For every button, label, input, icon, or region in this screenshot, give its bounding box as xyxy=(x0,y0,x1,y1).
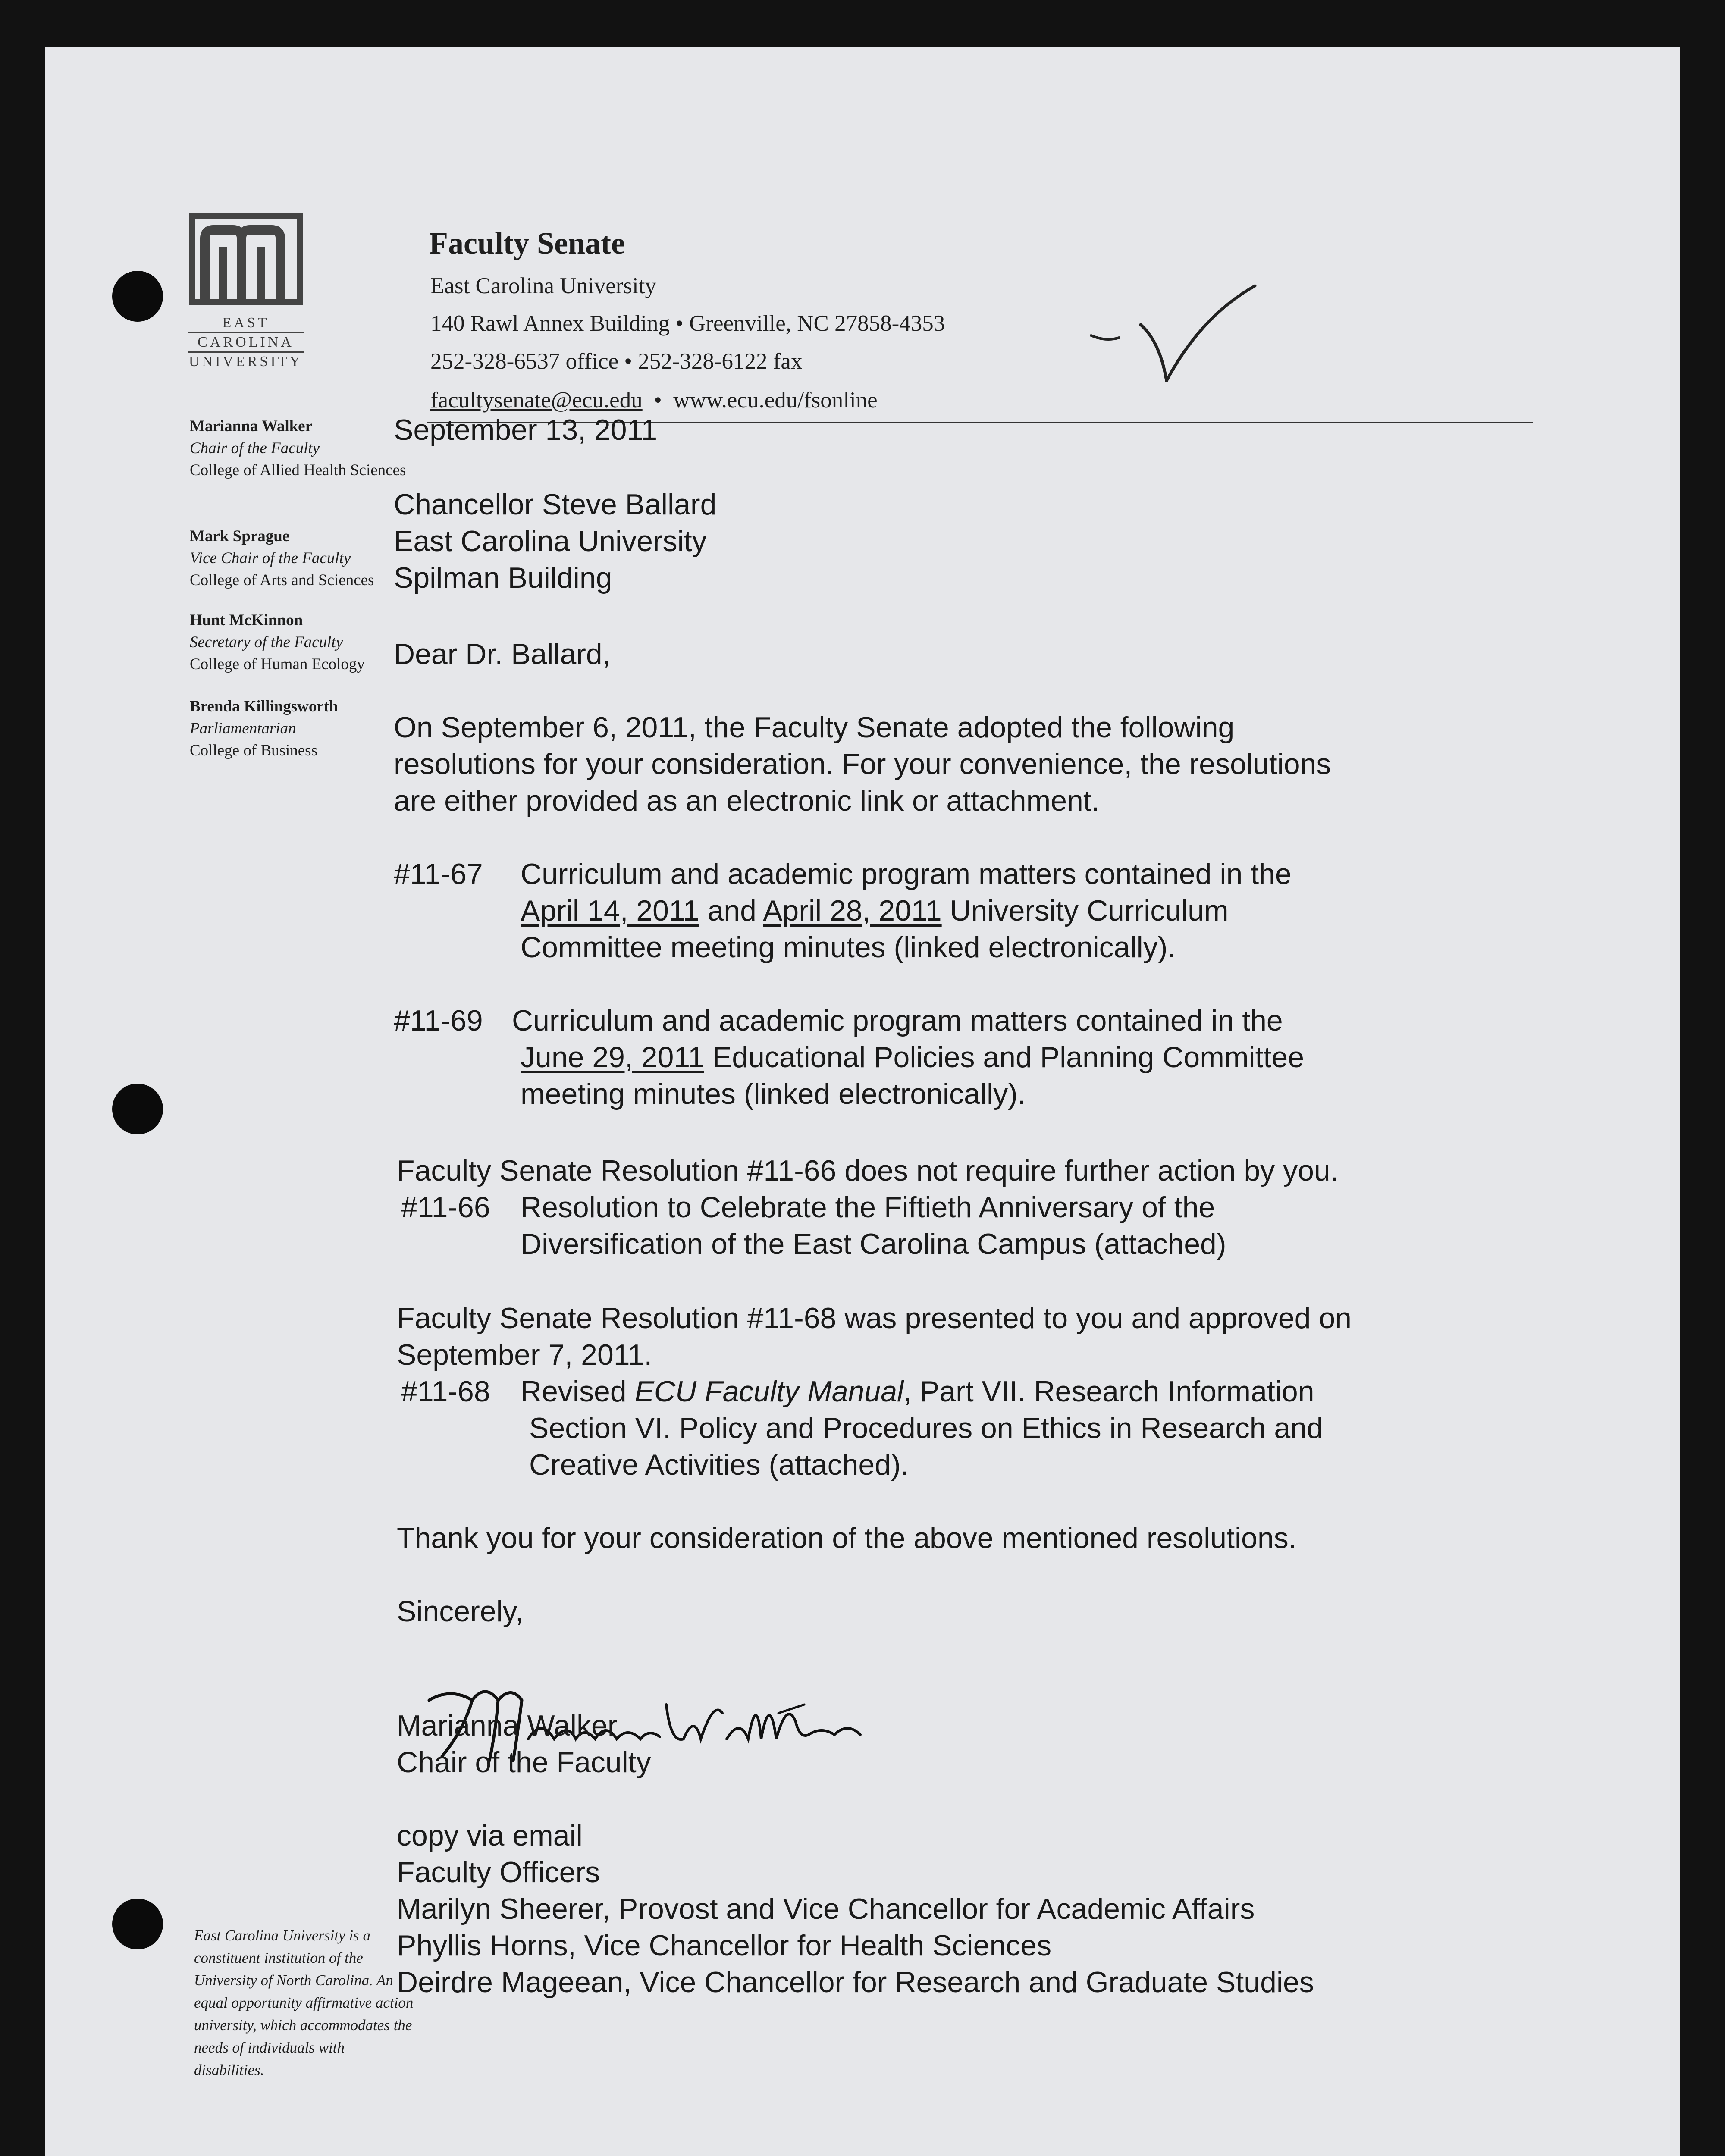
intro-line: are either provided as an electronic link or attachment. xyxy=(394,784,1100,817)
recipient-line: Spilman Building xyxy=(394,561,612,594)
resolution-text-fragment: , Part VII. Research Information xyxy=(903,1375,1314,1408)
cc-recipient: Phyllis Horns, Vice Chancellor for Health Sciences xyxy=(397,1929,1052,1962)
resolution-intro: Faculty Senate Resolution #11-68 was presented to you and approved on xyxy=(397,1302,1352,1335)
recipient-line: Chancellor Steve Ballard xyxy=(394,488,717,521)
april-28-minutes-link[interactable]: April 28, 2011 xyxy=(763,894,942,927)
cc-recipient: Deirdre Mageean, Vice Chancellor for Research and Graduate Studies xyxy=(397,1966,1314,1999)
checkmark-icon xyxy=(1089,277,1270,389)
salutation: Dear Dr. Ballard, xyxy=(394,638,611,671)
resolution-text xyxy=(521,1040,1304,1074)
letterhead-phone: 252-328-6537 office • 252-328-6122 fax xyxy=(430,349,803,374)
resolution-text-fragment: and xyxy=(699,894,763,927)
logo-text-line1: EAST xyxy=(222,315,270,331)
signer-title: Chair of the Faculty xyxy=(397,1746,651,1779)
cc-heading: copy via email xyxy=(397,1819,583,1852)
resolution-text-fragment: Educational Policies and Planning Committee xyxy=(704,1041,1305,1074)
resolution-text xyxy=(521,894,1229,928)
officer-role: Parliamentarian xyxy=(190,720,296,737)
letter-page xyxy=(45,47,1680,2156)
resolution-text-fragment: University Curriculum xyxy=(941,894,1229,927)
closing: Sincerely, xyxy=(397,1595,524,1628)
resolution-text-fragment: Revised xyxy=(521,1375,635,1408)
punch-hole xyxy=(112,271,163,322)
officer-dept: College of Arts and Sciences xyxy=(190,571,374,589)
letterhead-separator: • xyxy=(642,388,674,413)
resolution-text: Curriculum and academic program matters contained in the xyxy=(521,858,1292,890)
resolution-text: Diversification of the East Carolina Campus (attached) xyxy=(521,1228,1226,1260)
resolution-text: Curriculum and academic program matters contained in the xyxy=(512,1004,1283,1037)
officer-dept: College of Business xyxy=(190,742,317,759)
faculty-manual-title: ECU Faculty Manual xyxy=(634,1375,904,1408)
resolution-text: Committee meeting minutes (linked electronically). xyxy=(521,931,1176,964)
june-29-minutes-link[interactable]: June 29, 2011 xyxy=(521,1041,704,1074)
officer-role: Chair of the Faculty xyxy=(190,439,320,457)
letterhead-title: Faculty Senate xyxy=(429,226,625,260)
logo-text-line2: CAROLINA xyxy=(188,332,304,353)
intro-line: On September 6, 2011, the Faculty Senate adopted the following xyxy=(394,711,1235,744)
intro-line: resolutions for your consideration. For your convenience, the resolutions xyxy=(394,748,1331,780)
letter-date: September 13, 2011 xyxy=(394,414,658,446)
resolution-text xyxy=(521,1375,1314,1408)
signer-name: Marianna Walker xyxy=(397,1709,618,1742)
letterhead-address: 140 Rawl Annex Building • Greenville, NC 27858-4353 xyxy=(430,311,945,336)
resolution-number: #11-69 xyxy=(394,1004,483,1037)
resolution-text: Creative Activities (attached). xyxy=(529,1448,909,1481)
resolution-number: #11-67 xyxy=(394,858,483,890)
recipient-line: East Carolina University xyxy=(394,525,707,558)
cc-recipient: Faculty Officers xyxy=(397,1856,600,1889)
officer-role: Vice Chair of the Faculty xyxy=(190,549,351,567)
punch-hole xyxy=(112,1899,163,1949)
disclaimer-text: East Carolina University is a constituent institution of the University of North Carolina. An equal opportunity affirmative action university, which accommodates the needs of individuals with disabilities. xyxy=(194,1927,414,2078)
ecu-logo xyxy=(188,213,304,385)
letterhead-contact xyxy=(430,387,878,413)
letterhead-email-link[interactable]: facultysenate@ecu.edu xyxy=(430,388,643,413)
resolution-number: #11-68 xyxy=(401,1375,490,1408)
officer-name: Brenda Killingsworth xyxy=(190,698,338,715)
letterhead-website[interactable]: www.ecu.edu/fsonline xyxy=(673,388,878,413)
resolution-text: Section VI. Policy and Procedures on Ethics in Research and xyxy=(529,1412,1323,1445)
logo-text-line3: UNIVERSITY xyxy=(189,354,303,370)
ecu-logo-icon xyxy=(188,213,304,312)
officer-dept: College of Human Ecology xyxy=(190,655,365,673)
officer-name: Marianna Walker xyxy=(190,417,313,435)
officer-name: Mark Sprague xyxy=(190,527,290,545)
resolution-intro: September 7, 2011. xyxy=(397,1338,652,1371)
letterhead-university: East Carolina University xyxy=(430,273,656,298)
officer-name: Hunt McKinnon xyxy=(190,611,303,629)
officer-role: Secretary of the Faculty xyxy=(190,633,343,651)
cc-recipient: Marilyn Sheerer, Provost and Vice Chancellor for Academic Affairs xyxy=(397,1893,1255,1925)
resolution-number: #11-66 xyxy=(401,1191,490,1224)
april-14-minutes-link[interactable]: April 14, 2011 xyxy=(521,894,699,927)
punch-hole xyxy=(112,1084,163,1134)
resolution-intro: Faculty Senate Resolution #11-66 does not require further action by you. xyxy=(397,1154,1339,1187)
officer-dept: College of Allied Health Sciences xyxy=(190,461,406,479)
resolution-text: Resolution to Celebrate the Fiftieth Anniversary of the xyxy=(521,1191,1215,1224)
thanks-line: Thank you for your consideration of the above mentioned resolutions. xyxy=(397,1522,1297,1554)
resolution-text: meeting minutes (linked electronically). xyxy=(521,1078,1026,1110)
